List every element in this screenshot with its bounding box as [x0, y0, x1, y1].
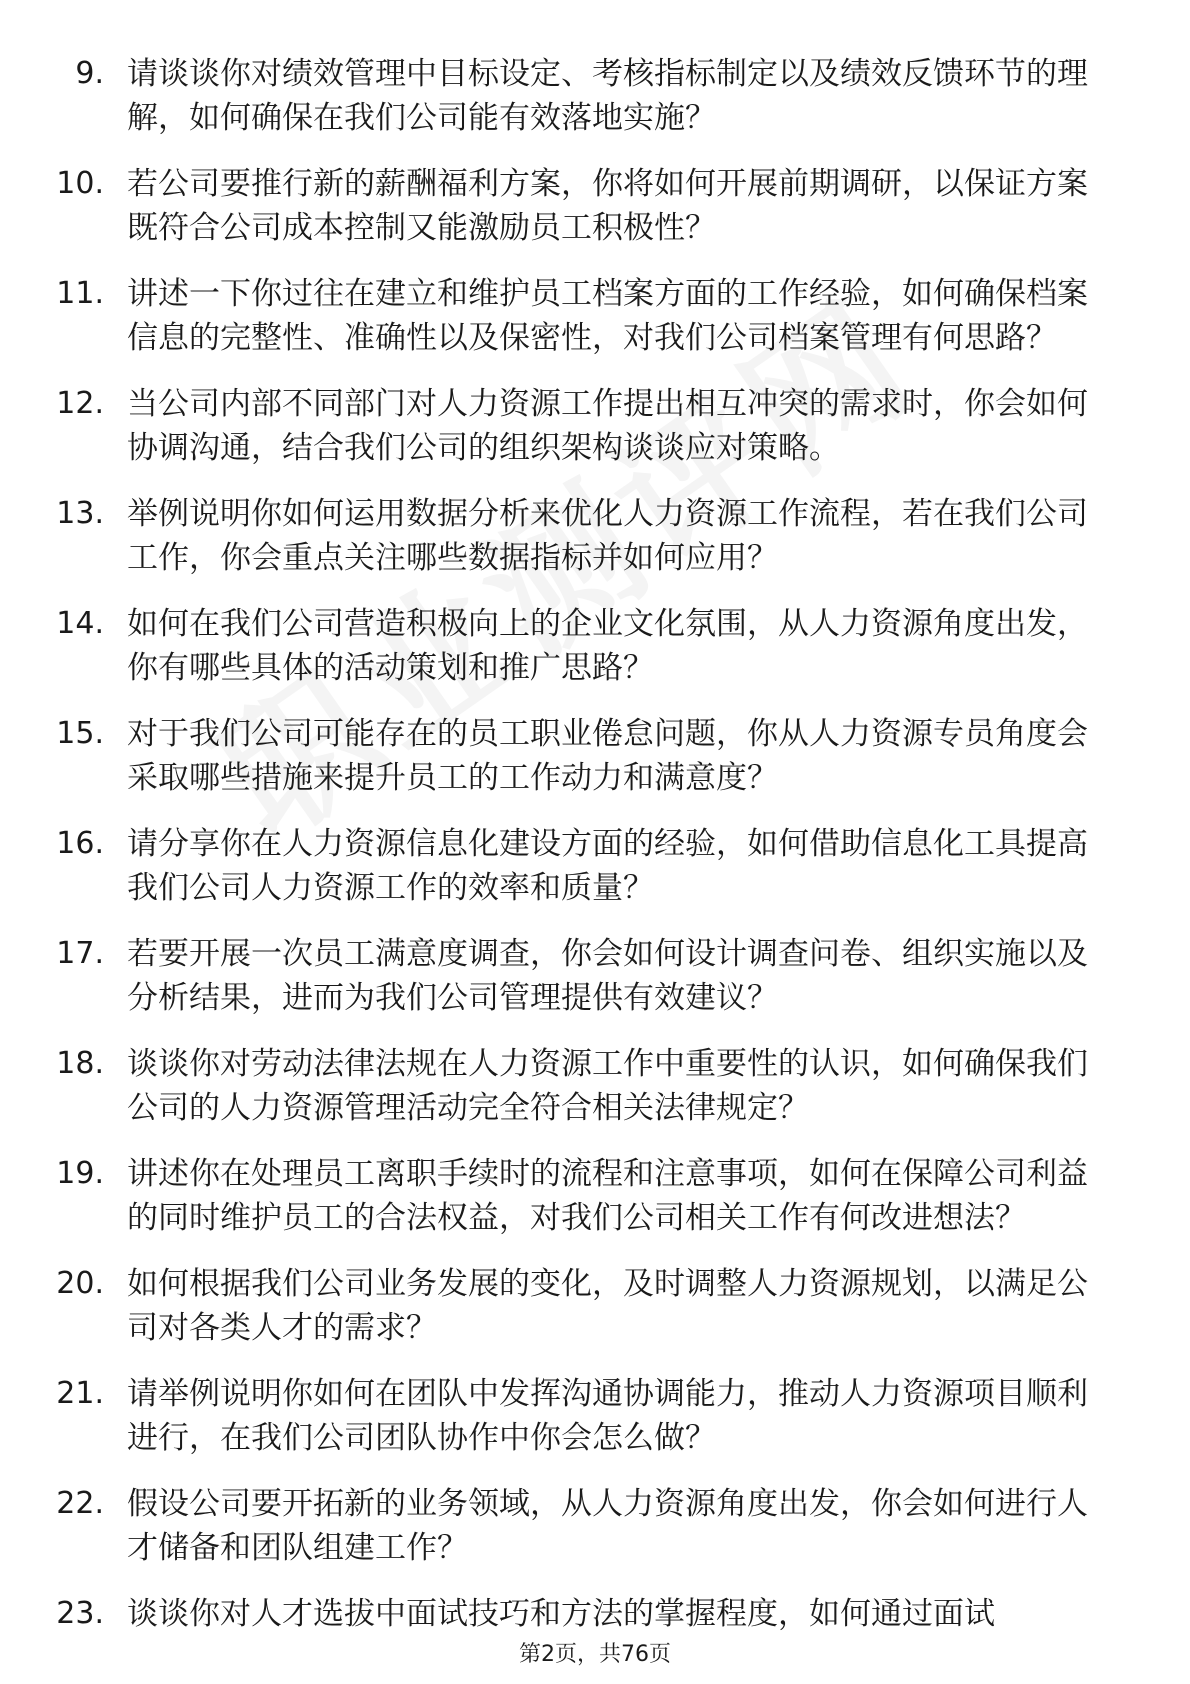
question-item	[0, 1152, 1190, 1240]
question-item	[0, 1482, 1190, 1570]
question-number: 18.	[56, 1046, 104, 1081]
question-number: 22.	[56, 1486, 104, 1521]
question-item	[0, 52, 1190, 140]
question-item	[0, 1042, 1190, 1130]
question-item	[0, 382, 1190, 470]
question-item	[0, 822, 1190, 910]
question-list	[0, 52, 1190, 1658]
question-item	[0, 712, 1190, 800]
question-number: 23.	[56, 1596, 104, 1631]
question-text: 若公司要推行新的薪酬福利方案，你将如何开展前期调研，以保证方案既符合公司成本控制又能激励员工积极性？	[127, 166, 1088, 246]
question-number: 11.	[56, 276, 104, 311]
question-number: 19.	[56, 1156, 104, 1191]
question-number: 15.	[56, 716, 104, 751]
question-item	[0, 1262, 1190, 1350]
question-number: 21.	[56, 1376, 104, 1411]
question-text: 请举例说明你如何在团队中发挥沟通协调能力，推动人力资源项目顺利进行，在我们公司团队协作中你会怎么做？	[127, 1376, 1088, 1456]
question-text: 谈谈你对劳动法律法规在人力资源工作中重要性的认识，如何确保我们公司的人力资源管理活动完全符合相关法律规定？	[127, 1046, 1088, 1126]
question-number: 13.	[56, 496, 104, 531]
question-number: 9.	[75, 56, 104, 91]
question-text: 讲述一下你过往在建立和维护员工档案方面的工作经验，如何确保档案信息的完整性、准确性以及保密性，对我们公司档案管理有何思路？	[127, 276, 1088, 356]
question-item	[0, 602, 1190, 690]
question-number: 12.	[56, 386, 104, 421]
question-item	[0, 1592, 1190, 1636]
question-number: 10.	[56, 166, 104, 201]
question-text: 当公司内部不同部门对人力资源工作提出相互冲突的需求时，你会如何协调沟通，结合我们公司的组织架构谈谈应对策略。	[127, 386, 1088, 466]
question-item	[0, 162, 1190, 250]
question-number: 16.	[56, 826, 104, 861]
question-item	[0, 272, 1190, 360]
question-item	[0, 1372, 1190, 1460]
question-item	[0, 492, 1190, 580]
question-text: 请分享你在人力资源信息化建设方面的经验，如何借助信息化工具提高我们公司人力资源工作的效率和质量？	[127, 826, 1088, 906]
question-text: 若要开展一次员工满意度调查，你会如何设计调查问卷、组织实施以及分析结果，进而为我们公司管理提供有效建议？	[127, 936, 1088, 1016]
question-text: 请谈谈你对绩效管理中目标设定、考核指标制定以及绩效反馈环节的理解，如何确保在我们公司能有效落地实施？	[127, 56, 1088, 136]
page-number: 第2页，共76页	[519, 1642, 671, 1667]
question-text: 举例说明你如何运用数据分析来优化人力资源工作流程，若在我们公司工作，你会重点关注哪些数据指标并如何应用？	[127, 496, 1088, 576]
question-item	[0, 932, 1190, 1020]
question-number: 20.	[56, 1266, 104, 1301]
question-number: 14.	[56, 606, 104, 641]
question-text: 讲述你在处理员工离职手续时的流程和注意事项，如何在保障公司利益的同时维护员工的合法权益，对我们公司相关工作有何改进想法？	[127, 1156, 1088, 1236]
question-text: 如何在我们公司营造积极向上的企业文化氛围，从人力资源角度出发，你有哪些具体的活动策划和推广思路？	[127, 606, 1088, 686]
question-text: 谈谈你对人才选拔中面试技巧和方法的掌握程度，如何通过面试	[127, 1596, 995, 1632]
question-text: 假设公司要开拓新的业务领域，从人力资源角度出发，你会如何进行人才储备和团队组建工作？	[127, 1486, 1088, 1566]
question-text: 对于我们公司可能存在的员工职业倦怠问题，你从人力资源专员角度会采取哪些措施来提升员工的工作动力和满意度？	[127, 716, 1088, 796]
question-text: 如何根据我们公司业务发展的变化，及时调整人力资源规划，以满足公司对各类人才的需求？	[127, 1266, 1088, 1346]
question-number: 17.	[56, 936, 104, 971]
